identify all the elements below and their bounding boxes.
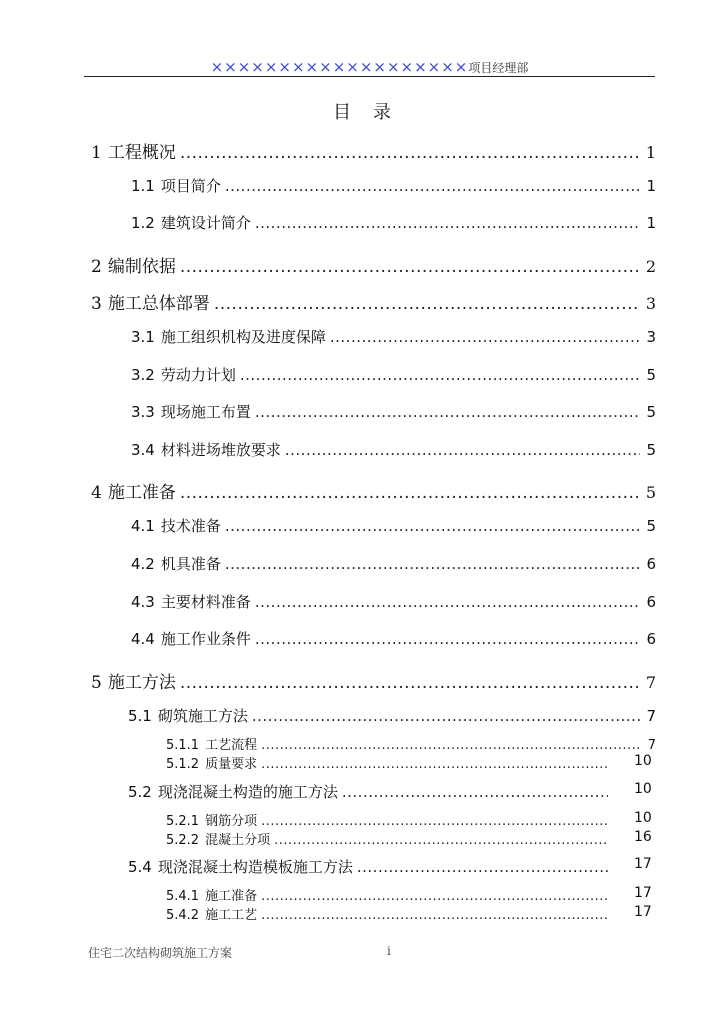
toc-entry-page: 7 [647, 738, 656, 753]
toc-entry-number: 5.4 [128, 858, 152, 876]
toc-entry-label: 钢筋分项 [205, 814, 258, 829]
toc-leader-dots [342, 783, 608, 801]
toc-entry-number: 3.3 [131, 403, 155, 421]
toc-entry-label: 施工方法 [107, 673, 176, 693]
toc-leader-dots [330, 328, 640, 346]
toc-entry-number: 5.4.1 [166, 889, 200, 904]
toc-entry[interactable] [131, 364, 656, 385]
toc-leader-dots [255, 593, 640, 611]
toc-entry-number: 4.1 [131, 517, 155, 535]
toc-leader-dots [180, 143, 640, 163]
toc-leader-dots [180, 673, 640, 693]
toc-entry[interactable] [91, 478, 656, 503]
toc-entry-label: 主要材料准备 [160, 593, 251, 611]
toc-entry-page: 10 [634, 781, 652, 797]
toc-entry-number: 1 [91, 143, 102, 163]
toc-entry-label: 施工总体部署 [107, 294, 210, 314]
toc-entry-number: 5.1 [128, 707, 152, 725]
toc-entry[interactable] [131, 439, 656, 460]
toc-entry-page: 3 [646, 328, 656, 346]
toc-entry-page: 1 [645, 143, 656, 162]
toc-entry-label: 材料进场堆放要求 [160, 441, 281, 459]
toc-entry[interactable] [91, 138, 656, 163]
toc-leader-dots [261, 757, 608, 772]
toc-entry-number: 3 [91, 294, 102, 314]
toc-entry-label: 项目简介 [160, 177, 221, 195]
toc-entry-number: 2 [91, 257, 102, 277]
toc-entry-label: 混凝土分项 [205, 833, 271, 848]
toc-entry-number: 1.1 [131, 177, 155, 195]
toc-entry-number: 3.2 [131, 366, 155, 384]
toc-entry-page: 10 [634, 810, 652, 826]
toc-entry-number: 5.2.1 [166, 814, 200, 829]
toc-entry[interactable] [131, 515, 656, 536]
toc-entry-number: 4 [91, 483, 102, 503]
footer-doc-name: 住宅二次结构砌筑施工方案 [88, 946, 233, 960]
toc-entry-number: 5.2.2 [166, 833, 200, 848]
toc-entry-label: 工艺流程 [205, 738, 258, 753]
toc-entry[interactable] [128, 856, 612, 877]
toc-entry-page: 17 [634, 885, 652, 901]
toc-entry-number: 5.2 [128, 783, 152, 801]
toc-leader-dots [261, 814, 608, 829]
toc-entry-label: 建筑设计简介 [160, 214, 251, 232]
toc-leader-dots [225, 177, 640, 195]
toc-entry-number: 4.3 [131, 593, 155, 611]
toc-entry[interactable] [131, 326, 656, 347]
toc-entry-number: 4.2 [131, 555, 155, 573]
toc-entry-number: 5.1.1 [166, 738, 200, 753]
toc-entry[interactable] [131, 175, 656, 196]
toc-leader-dots [261, 889, 608, 904]
toc-entry-number: 4.4 [131, 630, 155, 648]
toc-leader-dots [225, 517, 640, 535]
toc-leader-dots [252, 707, 640, 725]
toc-entry-label: 现浇混凝土构造的施工方法 [157, 783, 338, 801]
toc-entry-page: 17 [634, 904, 652, 920]
toc-leader-dots [240, 366, 640, 384]
toc-leader-dots [261, 738, 640, 753]
toc-entry[interactable] [166, 810, 612, 829]
page-header [84, 58, 655, 77]
toc-leader-dots [255, 630, 640, 648]
toc-entry-label: 质量要求 [205, 757, 258, 772]
toc-entry[interactable] [166, 829, 612, 848]
toc-leader-dots [255, 214, 640, 232]
toc-entry-page: 10 [634, 753, 652, 769]
toc-entry-label: 编制依据 [107, 257, 176, 277]
toc-leader-dots [225, 555, 640, 573]
toc-entry-label: 施工工艺 [205, 908, 258, 923]
toc-entry-label: 技术准备 [160, 517, 221, 535]
toc-entry-label: 施工准备 [107, 483, 176, 503]
toc-leader-dots [357, 858, 608, 876]
toc-entry[interactable] [166, 885, 612, 904]
toc-entry[interactable] [131, 212, 656, 233]
toc-entry[interactable] [91, 252, 656, 277]
toc-entry-page: 6 [646, 555, 656, 573]
toc-entry[interactable] [131, 401, 656, 422]
toc-entry-label: 施工组织机构及进度保障 [160, 328, 326, 346]
toc-entry-page: 6 [646, 630, 656, 648]
toc-entry[interactable] [128, 781, 612, 802]
toc-entry-page: 5 [646, 517, 656, 535]
toc-leader-dots [261, 908, 608, 923]
toc-entry-page: 1 [646, 177, 656, 195]
toc-entry[interactable] [131, 591, 656, 612]
toc-leader-dots [274, 833, 608, 848]
toc-entry-label: 施工准备 [205, 889, 258, 904]
toc-entry-page: 5 [645, 483, 656, 502]
toc-entry[interactable] [131, 628, 656, 649]
toc-entry[interactable] [166, 904, 612, 923]
toc-entry[interactable] [166, 734, 656, 753]
toc-entry-page: 2 [645, 257, 656, 276]
toc-entry-page: 5 [646, 441, 656, 459]
toc-entry-label: 砌筑施工方法 [157, 707, 248, 725]
toc-entry-page: 16 [634, 829, 652, 845]
toc-leader-dots [255, 403, 640, 421]
toc-entry-page: 5 [646, 366, 656, 384]
header-x-marks: ××××××××××××××××××× [210, 58, 469, 76]
toc-entry-label: 工程概况 [107, 143, 176, 163]
toc-entry-number: 5.1.2 [166, 757, 200, 772]
toc-entry[interactable] [91, 668, 656, 693]
toc-title: 目录 [333, 102, 413, 123]
toc-entry-number: 1.2 [131, 214, 155, 232]
toc-entry-page: 5 [646, 403, 656, 421]
toc-entry-page: 17 [634, 856, 652, 872]
toc-entry[interactable] [128, 705, 656, 726]
toc-leader-dots [285, 441, 640, 459]
toc-entry-page: 3 [645, 294, 656, 313]
toc-leader-dots [214, 294, 640, 314]
toc-entry-page: 7 [646, 707, 656, 725]
header-dept: 项目经理部 [468, 61, 529, 75]
toc-entry-label: 劳动力计划 [160, 366, 236, 384]
toc-entry[interactable] [131, 553, 656, 574]
toc-entry-number: 5.4.2 [166, 908, 200, 923]
toc-entry-page: 1 [646, 214, 656, 232]
toc-entry[interactable] [91, 289, 656, 314]
footer-page-number: i [387, 944, 391, 958]
toc-entry-label: 现浇混凝土构造模板施工方法 [157, 858, 353, 876]
toc-entry-page: 6 [646, 593, 656, 611]
toc-leader-dots [180, 257, 640, 277]
toc-entry-label: 施工作业条件 [160, 630, 251, 648]
toc-entry-number: 3.4 [131, 441, 155, 459]
toc-entry-label: 机具准备 [160, 555, 221, 573]
toc-entry[interactable] [166, 753, 612, 772]
toc-entry-number: 5 [91, 673, 102, 693]
toc-leader-dots [180, 483, 640, 503]
toc-entry-page: 7 [645, 673, 656, 692]
toc-entry-label: 现场施工布置 [160, 403, 251, 421]
toc-entry-number: 3.1 [131, 328, 155, 346]
